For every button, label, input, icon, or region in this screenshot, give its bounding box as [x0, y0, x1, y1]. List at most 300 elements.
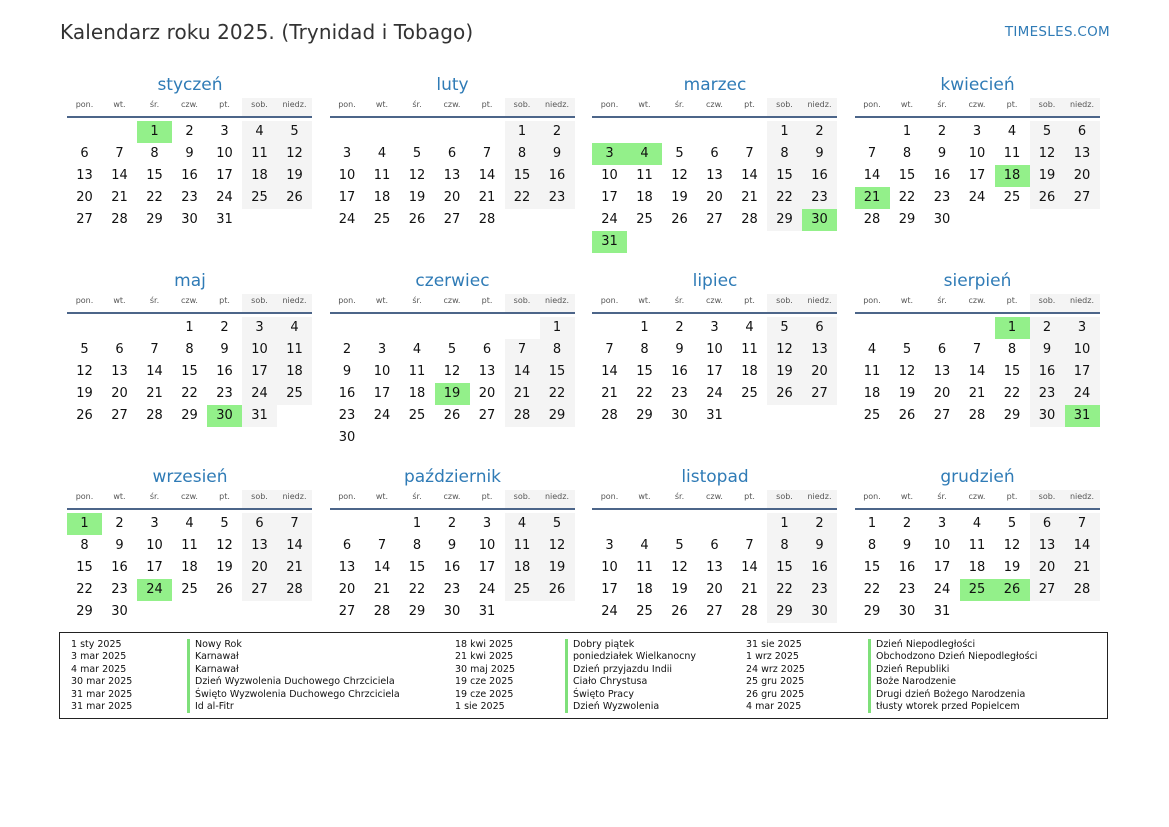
day-cell: 5 — [220, 516, 229, 531]
day-cell: 24 — [338, 212, 356, 227]
day-cell: 16 — [443, 560, 461, 575]
legend-holiday-name: Boże Narodzenie — [868, 676, 1037, 688]
day-cell: 29 — [181, 408, 198, 423]
weekday-header — [67, 294, 313, 312]
day-cell: 12 — [540, 535, 575, 557]
day-cell: 22 — [408, 582, 426, 597]
day-cell: 15 — [505, 165, 540, 187]
day-cell: 31 — [706, 408, 723, 423]
day-cell: 24 — [601, 212, 618, 227]
day-cell: 24 — [1065, 383, 1100, 405]
weekday-label: wt. — [375, 100, 389, 109]
day-cell: 22 — [76, 582, 93, 597]
day-cell: 11 — [636, 560, 653, 575]
weekday-label: sob. — [767, 294, 802, 312]
day-cell: 5 — [675, 538, 684, 553]
day-cell: 13 — [76, 168, 93, 183]
day-cell: 3 — [377, 342, 387, 357]
empty-day-cell — [855, 317, 890, 339]
holiday-day-cell: 1 — [995, 317, 1030, 339]
day-cell: 25 — [505, 579, 540, 601]
day-cell: 12 — [767, 339, 802, 361]
weekday-label: wt. — [375, 296, 389, 305]
day-cell: 18 — [505, 557, 540, 579]
legend-date: 19 cze 2025 — [455, 688, 514, 700]
day-cell: 16 — [111, 560, 128, 575]
day-cell: 1 — [902, 124, 912, 139]
day-cell: 8 — [412, 538, 422, 553]
legend-holiday-name: Święto Wyzwolenia Duchowego Chrzciciela — [187, 689, 400, 701]
weekday-label: niedz. — [1065, 98, 1100, 116]
weekday-label: niedz. — [277, 490, 312, 508]
day-cell: 25 — [741, 386, 758, 401]
day-cell: 3 — [150, 516, 159, 531]
legend-holiday-name: Święto Pracy — [565, 689, 696, 701]
holiday-day-cell: 3 — [592, 143, 627, 165]
day-cell: 6 — [115, 342, 124, 357]
month-title: grudzień — [940, 467, 1015, 487]
day-cell: 18 — [242, 165, 277, 187]
weekday-label: niedz. — [802, 98, 837, 116]
day-cell: 30 — [181, 212, 198, 227]
day-cell: 15 — [181, 364, 198, 379]
day-cell: 9 — [115, 538, 124, 553]
day-cell: 12 — [408, 168, 426, 183]
weekday-header — [855, 490, 1101, 508]
day-cell: 10 — [706, 342, 723, 357]
holiday-day-cell: 25 — [960, 579, 995, 601]
month-divider — [67, 508, 312, 510]
day-cell: 13 — [443, 168, 461, 183]
day-cell: 7 — [505, 339, 540, 361]
day-grid — [592, 317, 838, 427]
day-cell: 4 — [640, 538, 649, 553]
month-title: wrzesień — [152, 467, 228, 487]
day-cell: 29 — [767, 601, 802, 623]
day-cell: 30 — [338, 430, 356, 445]
day-cell: 19 — [767, 361, 802, 383]
empty-day-cell — [592, 121, 627, 143]
day-cell: 11 — [181, 538, 198, 553]
day-cell: 6 — [802, 317, 837, 339]
day-cell: 17 — [373, 386, 391, 401]
day-cell: 28 — [1065, 579, 1100, 601]
weekday-label: śr. — [149, 492, 160, 501]
day-cell: 26 — [76, 408, 93, 423]
day-cell: 25 — [242, 187, 277, 209]
day-grid — [67, 513, 313, 623]
day-cell: 2 — [937, 124, 947, 139]
day-cell: 22 — [505, 187, 540, 209]
day-cell: 18 — [968, 560, 986, 575]
day-cell: 18 — [636, 190, 653, 205]
empty-day-cell — [365, 513, 400, 535]
day-cell: 8 — [80, 538, 89, 553]
empty-day-cell — [330, 317, 365, 339]
month-divider — [855, 116, 1100, 118]
day-cell: 27 — [1030, 579, 1065, 601]
weekday-label: pt. — [219, 100, 230, 109]
day-cell: 5 — [1007, 516, 1017, 531]
day-cell: 4 — [277, 317, 312, 339]
month-block — [592, 74, 838, 270]
legend-date-column — [71, 639, 132, 713]
day-cell: 13 — [933, 364, 951, 379]
day-cell: 23 — [802, 187, 837, 209]
day-cell: 23 — [1030, 383, 1065, 405]
legend-holiday-name: Ciało Chrystusa — [565, 676, 696, 688]
weekday-label: czw. — [181, 296, 198, 305]
month-block — [855, 74, 1101, 270]
day-cell: 26 — [443, 408, 461, 423]
day-cell: 10 — [1065, 339, 1100, 361]
legend-date: 24 wrz 2025 — [746, 663, 805, 675]
weekday-label: śr. — [674, 492, 685, 501]
day-cell: 4 — [185, 516, 194, 531]
empty-day-cell — [505, 317, 540, 339]
day-cell: 4 — [745, 320, 754, 335]
holiday-day-cell: 1 — [137, 121, 172, 143]
day-cell: 7 — [605, 342, 614, 357]
weekday-label: śr. — [412, 492, 422, 501]
day-cell: 10 — [216, 146, 233, 161]
day-cell: 14 — [741, 168, 758, 183]
day-cell: 7 — [482, 146, 492, 161]
legend-holiday-name: Dzień przyjazdu Indii — [565, 664, 696, 676]
day-cell: 23 — [540, 187, 575, 209]
day-cell: 4 — [377, 146, 387, 161]
day-cell: 27 — [443, 212, 461, 227]
weekday-label: śr. — [937, 492, 947, 501]
weekday-label: czw. — [968, 296, 986, 305]
day-grid — [855, 513, 1101, 623]
day-cell: 8 — [767, 535, 802, 557]
day-cell: 8 — [902, 146, 912, 161]
day-cell: 3 — [242, 317, 277, 339]
day-cell: 14 — [277, 535, 312, 557]
day-cell: 11 — [1003, 146, 1021, 161]
day-cell: 14 — [741, 560, 758, 575]
day-cell: 12 — [216, 538, 233, 553]
day-cell: 23 — [181, 190, 198, 205]
weekday-label: sob. — [242, 98, 277, 116]
day-cell: 14 — [968, 364, 986, 379]
day-cell: 29 — [540, 405, 575, 427]
day-cell: 25 — [408, 408, 426, 423]
weekday-label: sob. — [1030, 490, 1065, 508]
day-cell: 22 — [540, 383, 575, 405]
legend-date: 1 wrz 2025 — [746, 651, 799, 663]
weekday-label: czw. — [443, 100, 461, 109]
day-cell: 22 — [1003, 386, 1021, 401]
weekday-label: śr. — [412, 100, 422, 109]
empty-day-cell — [925, 317, 960, 339]
weekday-label: niedz. — [540, 490, 575, 508]
legend-date: 31 sie 2025 — [746, 639, 802, 650]
day-cell: 6 — [1030, 513, 1065, 535]
brand-link[interactable]: TIMESLES.COM — [1004, 24, 1110, 40]
day-cell: 19 — [898, 386, 916, 401]
weekday-label: niedz. — [802, 294, 837, 312]
day-cell: 27 — [933, 408, 951, 423]
day-cell: 13 — [706, 560, 723, 575]
empty-day-cell — [435, 121, 470, 143]
day-cell: 10 — [146, 538, 163, 553]
day-cell: 24 — [601, 604, 618, 619]
day-cell: 30 — [671, 408, 688, 423]
day-cell: 15 — [767, 557, 802, 579]
day-cell: 20 — [802, 361, 837, 383]
month-block — [592, 270, 838, 466]
day-cell: 6 — [447, 146, 457, 161]
day-cell: 14 — [863, 168, 881, 183]
day-grid — [855, 317, 1101, 427]
weekday-label: niedz. — [1065, 490, 1100, 508]
day-cell: 19 — [1030, 165, 1065, 187]
day-cell: 3 — [937, 516, 947, 531]
day-grid — [67, 121, 313, 231]
holiday-day-cell: 19 — [435, 383, 470, 405]
weekday-label: sob. — [767, 490, 802, 508]
day-cell: 28 — [277, 579, 312, 601]
day-cell: 17 — [146, 560, 163, 575]
day-cell: 1 — [867, 516, 877, 531]
legend-date: 31 mar 2025 — [71, 688, 133, 700]
day-cell: 7 — [277, 513, 312, 535]
weekday-label: pon. — [338, 100, 356, 109]
month-title: lipiec — [692, 271, 738, 291]
day-cell: 22 — [898, 190, 916, 205]
month-title: maj — [174, 271, 206, 291]
day-cell: 24 — [373, 408, 391, 423]
holiday-day-cell: 24 — [137, 579, 172, 601]
weekday-label: czw. — [968, 492, 986, 501]
day-cell: 4 — [242, 121, 277, 143]
day-cell: 11 — [242, 143, 277, 165]
day-cell: 25 — [636, 604, 653, 619]
day-cell: 3 — [220, 124, 229, 139]
day-cell: 24 — [242, 383, 277, 405]
weekday-label: czw. — [181, 100, 198, 109]
weekday-label: niedz. — [540, 98, 575, 116]
legend-holiday-name: Karnawał — [187, 664, 400, 676]
day-cell: 4 — [412, 342, 422, 357]
day-cell: 7 — [745, 146, 754, 161]
holiday-day-cell: 1 — [67, 513, 102, 535]
day-cell: 1 — [540, 317, 575, 339]
day-cell: 11 — [741, 342, 758, 357]
weekday-header — [592, 98, 838, 116]
holiday-day-cell: 26 — [995, 579, 1030, 601]
day-cell: 6 — [482, 342, 492, 357]
day-cell: 2 — [342, 342, 352, 357]
day-cell: 6 — [937, 342, 947, 357]
day-cell: 9 — [675, 342, 684, 357]
weekday-label: wt. — [375, 492, 389, 501]
day-cell: 17 — [338, 190, 356, 205]
day-cell: 22 — [181, 386, 198, 401]
weekday-label: pt. — [1006, 492, 1018, 501]
empty-day-cell — [400, 317, 435, 339]
day-cell: 11 — [373, 168, 391, 183]
day-cell: 21 — [601, 386, 618, 401]
day-cell: 18 — [408, 386, 426, 401]
weekday-label: śr. — [149, 296, 160, 305]
day-cell: 27 — [706, 604, 723, 619]
weekday-label: czw. — [706, 100, 723, 109]
day-cell: 5 — [540, 513, 575, 535]
empty-day-cell — [330, 121, 365, 143]
legend-date: 3 mar 2025 — [71, 651, 127, 663]
day-cell: 6 — [710, 538, 719, 553]
empty-day-cell — [662, 513, 697, 535]
day-cell: 29 — [408, 604, 426, 619]
day-cell: 14 — [478, 168, 496, 183]
month-title: październik — [403, 467, 502, 487]
day-cell: 30 — [1030, 405, 1065, 427]
day-cell: 9 — [342, 364, 352, 379]
weekday-label: wt. — [900, 100, 914, 109]
day-cell: 8 — [867, 538, 877, 553]
day-cell: 12 — [76, 364, 93, 379]
day-cell: 20 — [111, 386, 128, 401]
day-cell: 25 — [863, 408, 881, 423]
day-cell: 20 — [76, 190, 93, 205]
day-cell: 14 — [505, 361, 540, 383]
day-cell: 21 — [741, 190, 758, 205]
day-cell: 24 — [216, 190, 233, 205]
day-cell: 3 — [605, 538, 614, 553]
legend-holiday-name: Id al-Fitr — [187, 701, 400, 713]
day-cell: 4 — [972, 516, 982, 531]
day-cell: 29 — [898, 212, 916, 227]
day-cell: 5 — [767, 317, 802, 339]
day-cell: 8 — [1007, 342, 1017, 357]
month-block — [67, 74, 313, 270]
day-cell: 20 — [478, 386, 496, 401]
day-cell: 25 — [373, 212, 391, 227]
weekday-label: niedz. — [802, 490, 837, 508]
legend-holiday-name: Dzień Niepodległości — [868, 639, 1037, 651]
day-cell: 23 — [898, 582, 916, 597]
weekday-label: śr. — [937, 100, 947, 109]
day-cell: 10 — [373, 364, 391, 379]
day-cell: 8 — [505, 143, 540, 165]
empty-day-cell — [662, 121, 697, 143]
day-cell: 11 — [863, 364, 881, 379]
day-cell: 13 — [478, 364, 496, 379]
weekday-label: pt. — [481, 296, 493, 305]
day-cell: 31 — [478, 604, 496, 619]
weekday-label: pt. — [219, 492, 230, 501]
day-cell: 3 — [710, 320, 719, 335]
day-cell: 6 — [1065, 121, 1100, 143]
legend-date-column — [746, 639, 805, 713]
empty-day-cell — [890, 317, 925, 339]
weekday-label: czw. — [706, 492, 723, 501]
month-title: sierpień — [943, 271, 1012, 291]
weekday-label: pt. — [1006, 100, 1018, 109]
day-cell: 13 — [111, 364, 128, 379]
day-cell: 8 — [640, 342, 649, 357]
day-cell: 19 — [76, 386, 93, 401]
day-cell: 2 — [675, 320, 684, 335]
weekday-label: czw. — [706, 296, 723, 305]
day-cell: 20 — [706, 582, 723, 597]
day-cell: 23 — [111, 582, 128, 597]
day-cell: 10 — [601, 560, 618, 575]
day-cell: 19 — [277, 165, 312, 187]
day-cell: 10 — [933, 538, 951, 553]
holiday-day-cell: 30 — [207, 405, 242, 427]
day-cell: 14 — [1065, 535, 1100, 557]
empty-day-cell — [592, 317, 627, 339]
day-cell: 27 — [802, 383, 837, 405]
day-cell: 10 — [478, 538, 496, 553]
weekday-label: śr. — [674, 100, 685, 109]
day-cell: 5 — [675, 146, 684, 161]
day-cell: 10 — [601, 168, 618, 183]
weekday-label: sob. — [1030, 98, 1065, 116]
empty-day-cell — [470, 121, 505, 143]
legend-holiday-name: Dzień Republiki — [868, 664, 1037, 676]
day-cell: 1 — [640, 320, 649, 335]
empty-day-cell — [365, 317, 400, 339]
month-block — [330, 270, 576, 466]
day-cell: 5 — [412, 146, 422, 161]
weekday-label: pon. — [600, 296, 619, 305]
day-cell: 15 — [408, 560, 426, 575]
day-cell: 29 — [1003, 408, 1021, 423]
day-cell: 26 — [898, 408, 916, 423]
day-cell: 27 — [706, 212, 723, 227]
weekday-label: sob. — [242, 294, 277, 312]
month-divider — [855, 508, 1100, 510]
day-cell: 15 — [146, 168, 163, 183]
legend-name-column — [187, 639, 400, 713]
day-cell: 20 — [1065, 165, 1100, 187]
weekday-label: śr. — [149, 100, 160, 109]
legend-holiday-name: Dzień Wyzwolenia Duchowego Chrzciciela — [187, 676, 400, 688]
empty-day-cell — [732, 513, 767, 535]
holiday-legend — [59, 632, 1108, 719]
day-cell: 13 — [802, 339, 837, 361]
weekday-label: wt. — [638, 296, 651, 305]
weekday-label: sob. — [505, 98, 540, 116]
month-divider — [330, 508, 575, 510]
day-cell: 26 — [277, 187, 312, 209]
legend-date: 4 mar 2025 — [71, 663, 127, 675]
day-grid — [330, 513, 576, 623]
day-cell: 9 — [902, 538, 912, 553]
day-cell: 9 — [1030, 339, 1065, 361]
weekday-label: pon. — [863, 492, 881, 501]
empty-day-cell — [732, 121, 767, 143]
day-grid — [67, 317, 313, 427]
weekday-label: śr. — [937, 296, 947, 305]
holiday-day-cell: 31 — [1065, 405, 1100, 427]
day-cell: 7 — [1065, 513, 1100, 535]
day-cell: 25 — [636, 212, 653, 227]
day-cell: 15 — [1003, 364, 1021, 379]
day-cell: 15 — [636, 364, 653, 379]
day-cell: 31 — [216, 212, 233, 227]
day-cell: 13 — [338, 560, 356, 575]
month-divider — [592, 116, 837, 118]
day-cell: 4 — [505, 513, 540, 535]
day-cell: 7 — [972, 342, 982, 357]
legend-holiday-name: Karnawał — [187, 651, 400, 663]
